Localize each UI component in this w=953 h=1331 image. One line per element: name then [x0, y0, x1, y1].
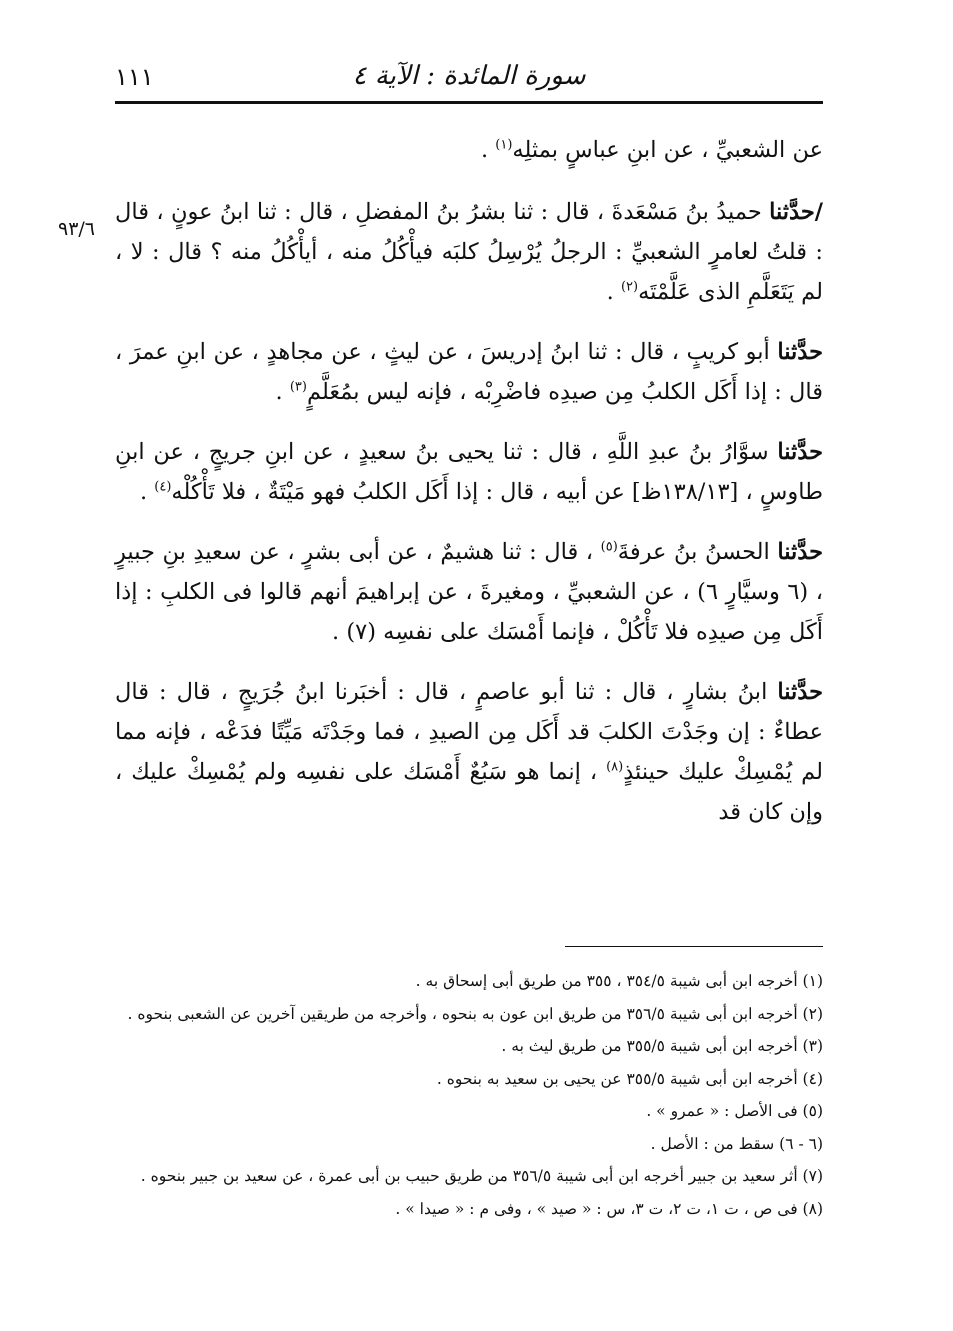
paragraph	[115, 672, 823, 832]
header-rule	[115, 101, 823, 104]
margin-reference: ٩٣/٦	[58, 218, 96, 240]
paragraph-tail: .	[275, 379, 290, 405]
paragraph-tail: ، قال : ثنا هشيمٌ ، عن أبى بشرٍ ، عن سعيدِ بنِ جبيرٍ ، (٦ وسيَّارٍ ٦) ، عن الشعبيِّ ، ومغيرةَ ، عن إبراهيمَ أنهم قالوا فى الكلبِ : إذا أَكَل مِن صيدِه فلا تَأْكُلْ ، فإنما أَمْسَك على نفسِه (٧) .	[115, 539, 823, 645]
narration-keyword: حدَّثنا	[777, 339, 823, 365]
footnote: (١) أخرجه ابن أبى شيبة ٣٥٤/٥ ، ٣٥٥ من طريق أبى إسحاق به .	[415, 972, 823, 990]
paragraph-text: سوَّارُ بنُ عبدِ اللَّهِ ، قال : ثنا يحيى بنُ سعيدٍ ، عن ابنِ جريجٍ ، عن ابنِ طاوسٍ ، [١٣٨/١٣ظ] عن أبيه ، قال : إذا أَكَل الكلبُ فهو مَيْتَةٌ ، فلا تَأْكُلْه	[115, 439, 823, 505]
paragraph-tail: .	[480, 137, 496, 163]
page-header	[115, 55, 823, 100]
paragraph-text: ابنُ بشارٍ ، قال : ثنا أبو عاصمٍ ، قال : أخبَرنا ابنُ جُرَيجٍ ، قال : قال عطاءٌ : إن وجَدْتَ الكلبَ قد أَكَل مِن الصيدِ ، فما وجَدْتَه مَيِّتًا فدَعْه ، فإنه مما لم يُمْسِكْ عليك حينئذٍ	[115, 679, 823, 785]
footnote-marker: (٨)	[606, 759, 624, 775]
main-text	[115, 130, 823, 852]
narration-keyword: حدَّثنا	[777, 439, 823, 465]
footnote-marker: (٤)	[154, 479, 172, 495]
footnote: (٣) أخرجه ابن أبى شيبة ٣٥٥/٥ من طريق ليث به .	[501, 1037, 823, 1055]
footnote: (٦ - ٦) سقط من : الأصل .	[650, 1134, 823, 1153]
footnote-rule	[565, 946, 823, 947]
narration-keyword: /حدَّثنا	[769, 199, 823, 225]
narration-keyword: حدَّثنا	[777, 679, 823, 705]
paragraph-tail: .	[139, 479, 155, 505]
footnote: (٢) أخرجه ابن أبى شيبة ٣٥٦/٥ من طريق ابن عون به بنحوه ، وأخرجه من طريقين آخرين عن الشعبى بنحوه .	[127, 1004, 823, 1023]
paragraph-text: عن الشعبيِّ ، عن ابنِ عباسٍ بمثلِه	[512, 137, 823, 163]
paragraph-text: حميدُ بنُ مَسْعَدةَ ، قال : ثنا بشرُ بنُ المفضلِ ، قال : ثنا ابنُ عونٍ ، قال : قلتُ لعامرٍ الشعبيِّ : الرجلُ يُرْسِلُ كلبَه فيأْكُلُ منه ، أيأْكُلُ منه ؟ قال : لا ، لم يَتَعَلَّمِ الذى عَلَّمْتَه	[115, 199, 823, 305]
paragraph	[115, 192, 823, 312]
paragraph	[115, 532, 823, 652]
paragraph-text: الحسنُ بنُ عرفةَ	[617, 539, 778, 565]
running-title: سورة المائدة : الآية ٤	[352, 61, 586, 91]
paragraph-tail: ، إنما هو سَبُعٌ أَمْسَك على نفسِه ولم يُمْسِكْ عليك ، وإن كان قد	[115, 759, 823, 825]
footnote: (٥) فى الأصل : « عمرو » .	[646, 1102, 823, 1120]
paragraph-text: أبو كريبٍ ، قال : ثنا ابنُ إدريسَ ، عن ليثٍ ، عن مجاهدٍ ، عن ابنِ عمرَ ، قال : إذا أَكَل الكلبُ مِن صيدِه فاضْرِبْه ، فإنه ليس بمُعَلَّمٍ	[115, 339, 823, 405]
page-number: ١١١	[115, 63, 154, 91]
footnote-marker: (٢)	[620, 279, 639, 295]
footnote-marker: (١)	[495, 137, 513, 153]
footnote-marker: (٥)	[600, 539, 618, 555]
paragraph	[115, 432, 823, 512]
footnote: (٨) فى ص ، ت ١، ت ٢، ت ٣، س : « صيد » ، وفى م : « صيدا » .	[395, 1199, 823, 1218]
footnotes	[115, 965, 823, 1225]
paragraph	[115, 332, 823, 412]
footnote: (٧) أثر سعيد بن جبير أخرجه ابن أبى شيبة ٣٥٦/٥ من طريق حبيب بن أبى عمرة ، عن سعيد بن جبير بنحوه .	[140, 1167, 823, 1185]
footnote-marker: (٣)	[289, 379, 307, 395]
footnote: (٤) أخرجه ابن أبى شيبة ٣٥٥/٥ عن يحيى بن سعيد به بنحوه .	[436, 1069, 823, 1088]
narration-keyword: حدَّثنا	[777, 539, 823, 565]
paragraph-tail: .	[606, 279, 621, 305]
paragraph	[115, 130, 823, 170]
